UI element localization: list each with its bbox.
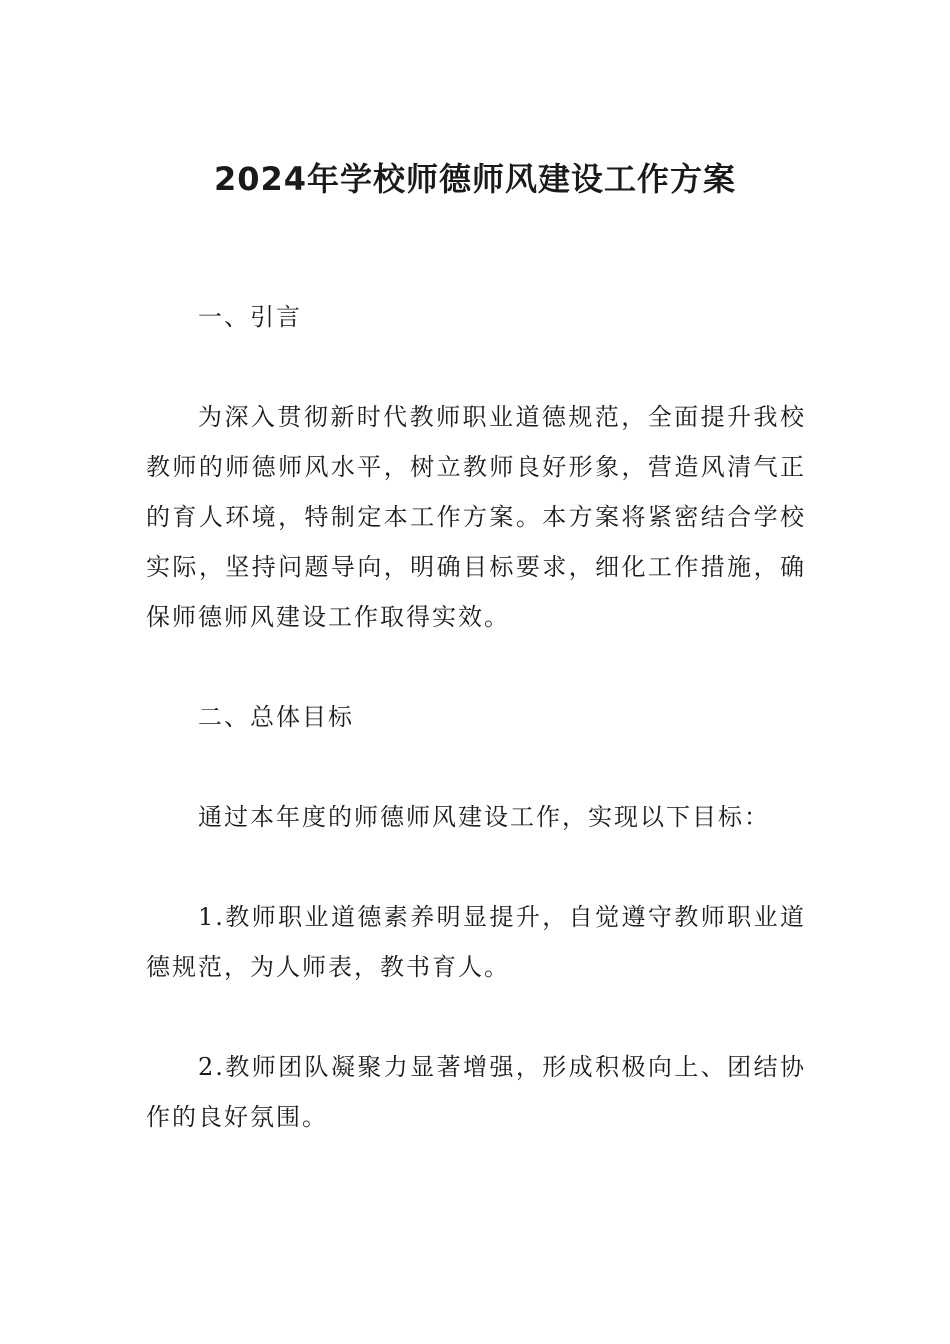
document-body [146, 292, 806, 1142]
document-title: 2024年学校师德师风建设工作方案 [213, 160, 737, 198]
goal-item-1: 1.教师职业道德素养明显提升，自觉遵守教师职业道德规范，为人师表，教书育人。 [146, 903, 806, 981]
goals-lead-paragraph: 通过本年度的师德师风建设工作，实现以下目标： [198, 803, 770, 831]
goal-item-2: 2.教师团队凝聚力显著增强，形成积极向上、团结协作的良好氛围。 [146, 1053, 806, 1131]
section-heading-goals: 二、总体目标 [198, 703, 354, 731]
section-heading-intro: 一、引言 [198, 303, 302, 331]
intro-paragraph: 为深入贯彻新时代教师职业道德规范，全面提升我校教师的师德师风水平，树立教师良好形象，营造风清气正的育人环境，特制定本工作方案。本方案将紧密结合学校实际，坚持问题导向，明确目标要求，细化工作措施，确保师德师风建设工作取得实效。 [146, 403, 806, 631]
